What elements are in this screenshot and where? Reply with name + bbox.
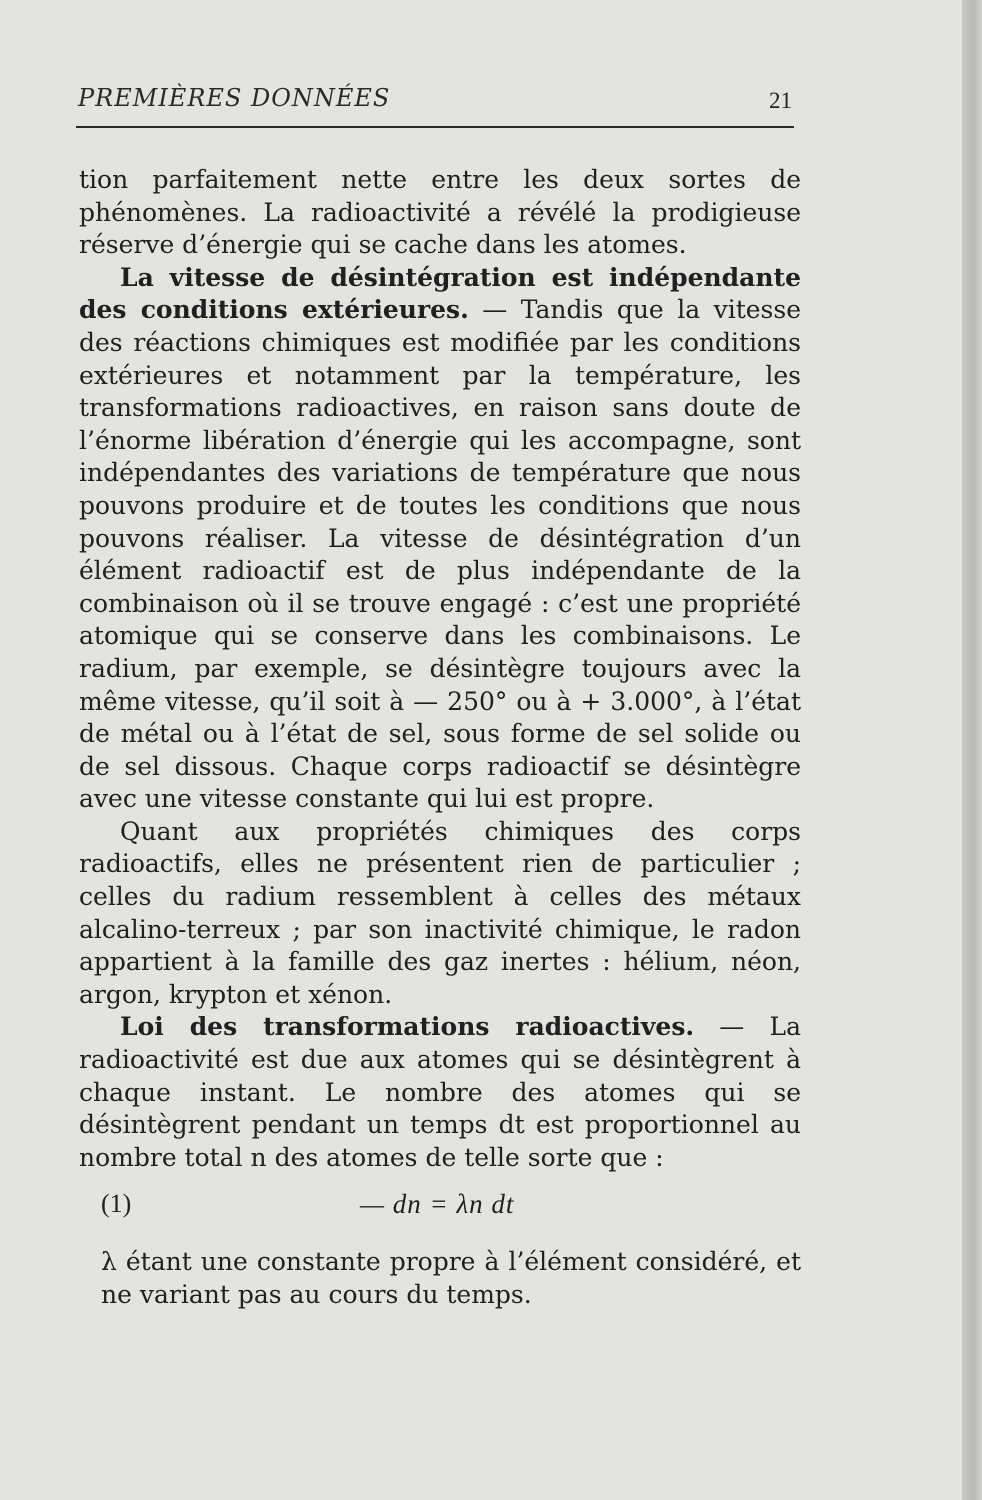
paragraph-chemical-properties: Quant aux propriétés chimiques des corps radioactifs, elles ne présentent rien de particulier ; celles du radium ressemblent à celles des métaux alcalino-terreux ; par son inactivité chimique, le radon appartient à la famille des gaz inertes : hélium, néon, argon, krypton et xénon.	[79, 816, 801, 1009]
section-heading-transformation-law: Loi des transformations radioactives.	[120, 1012, 695, 1042]
page-edge	[962, 0, 982, 1500]
paragraph-lambda-definition: λ étant une constante propre à l’élément considéré, et ne variant pas au cours du temps.	[101, 1247, 801, 1309]
paragraph-transformation-law	[79, 1011, 801, 1174]
paragraph-disintegration-text: — Tandis que la vitesse des réactions chimiques est modifiée par les conditions extérieures et notamment par la température, les transformations radioactives, en raison sans doute de l’énorme libération d’énergie qui les accompagne, sont indépendantes des variations de température que nous pouvons produire et de toutes les conditions que nous pouvons réaliser. La vitesse de désintégration d’un élément radioactif est de plus indépendante de la combinaison où il se trouve engagé : c’est une propriété atomique qui se conserve dans les combinaisons. Le radium, par exemple, se désintègre toujours avec la même vitesse, qu’il soit à — 250° ou à + 3.000°, à l’état de métal ou à l’état de sel, sous forme de sel solide ou de sel dissous. Chaque corps radioactif se désintègre avec une vitesse constante qui lui est propre.	[79, 295, 801, 814]
paragraph-disintegration-speed	[79, 262, 801, 816]
paragraph-continuation: tion parfaitement nette entre les deux sortes de phénomènes. La radioactivité a révélé la prodigieuse réserve d’énergie qui se cache dans les atomes.	[79, 165, 801, 260]
body-text	[79, 164, 801, 1312]
page-number: 21	[769, 88, 792, 113]
paragraph-transformation-text: — La radioactivité est due aux atomes qui se désintègrent à chaque instant. Le nombre des atomes qui se désintègrent pendant un temps dt est proportionnel au nombre total n des atomes de telle sorte que :	[79, 1012, 801, 1172]
equation-expression: — dn = λn dt	[360, 1189, 515, 1220]
running-head	[76, 82, 794, 128]
equation-number: (1)	[101, 1189, 132, 1219]
running-title: PREMIÈRES DONNÉES	[78, 84, 391, 112]
equation	[79, 1178, 801, 1240]
section-heading-disintegration: La vitesse de désintégration est indépendante des conditions extérieures.	[79, 262, 801, 325]
